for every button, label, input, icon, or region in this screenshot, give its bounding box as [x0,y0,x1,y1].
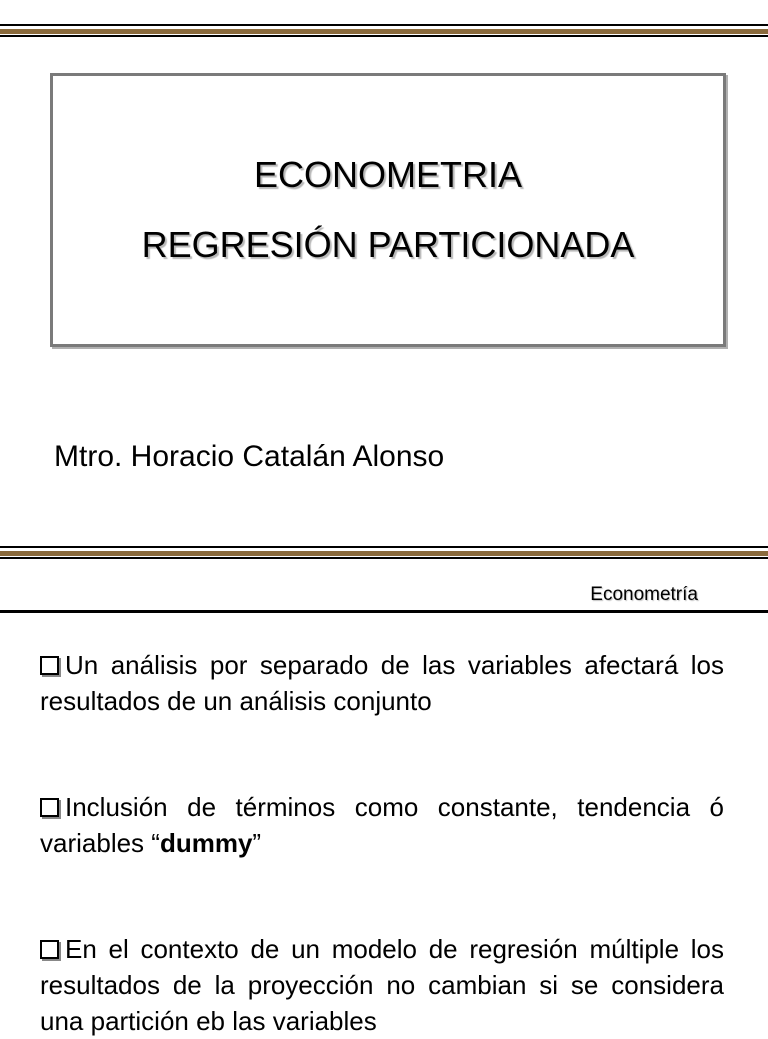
checkbox-bullet-icon [40,798,59,817]
title-line-2: REGRESIÓN PARTICIONADA [141,224,635,265]
bullet-text-1: Un análisis por separado de las variables afectará los resultados de un análisis conjunto [40,650,724,716]
title-line-1: ECONOMETRIA [253,154,522,195]
bullet-text-2: Inclusión de términos como constante, tendencia ó variables “ [40,792,724,858]
bullet-item-2 [40,789,724,861]
header-divider [0,610,768,613]
bullet-text-3: En el contexto de un modelo de regresión múltiple los resultados de la proyección no cambian si se considera una partición eb las variables [40,934,724,1036]
bullet-item-3 [40,931,724,1039]
slide-header: Econometría [590,584,698,605]
top-decorative-rule [0,24,768,37]
bullet-text-2-end: ” [252,828,262,858]
author-name: Mtro. Horacio Catalán Alonso [54,440,445,473]
content-slide [0,560,768,1036]
checkbox-bullet-icon [40,940,59,959]
title-box [50,73,726,347]
bullet-item-1 [40,647,724,719]
bullet-text-2-bold: dummy [159,828,253,858]
bottom-decorative-rule [0,546,768,559]
checkbox-bullet-icon [40,656,59,675]
